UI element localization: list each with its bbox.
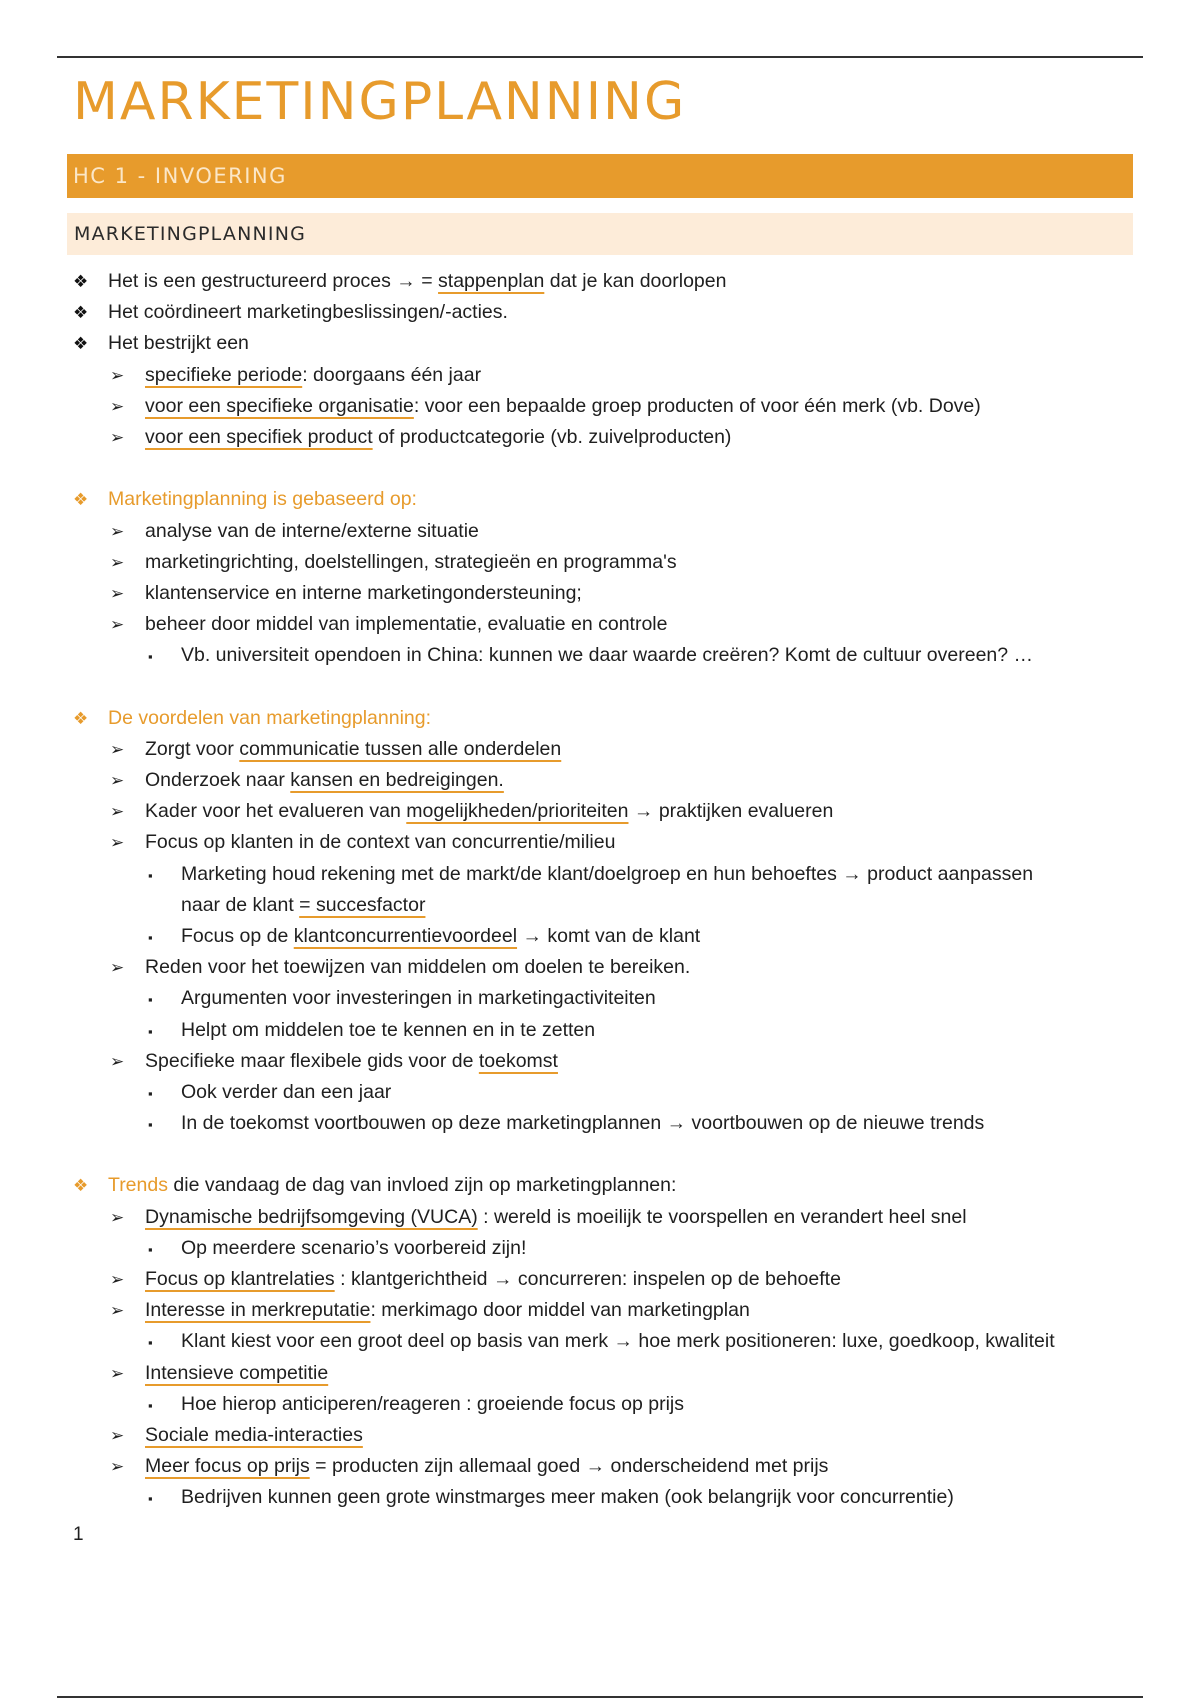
list-item: ➢ Interesse in merkreputatie: merkimago door middel van marketingplan xyxy=(0,1295,1200,1326)
list-item: ➢ beheer door middel van implementatie, evaluatie en controle xyxy=(0,609,1200,640)
arrow-bullet-icon: ➢ xyxy=(110,1301,125,1321)
square-bullet-icon: ▪ xyxy=(148,1085,153,1101)
list-item: ➢ Sociale media-interacties xyxy=(0,1420,1200,1451)
list-item: ➢ Meer focus op prijs = producten zijn allemaal goed → onderscheidend met prijs xyxy=(0,1451,1200,1482)
arrow-bullet-icon: ➢ xyxy=(110,1207,125,1227)
diamond-bullet-icon: ❖ xyxy=(73,272,89,291)
list-item: ▪ Op meerdere scenario’s voorbereid zijn! xyxy=(0,1233,1200,1264)
arrow-bullet-icon: ➢ xyxy=(110,739,125,759)
diamond-bullet-icon: ❖ xyxy=(73,303,89,323)
list-item: ▪ Argumenten voor investeringen in marketingactiviteiten xyxy=(0,983,1200,1014)
list-item: ➢ Kader voor het evalueren van mogelijkheden/prioriteiten → praktijken evalueren xyxy=(0,796,1200,827)
document-title: MARKETINGPLANNING xyxy=(73,72,687,132)
square-bullet-icon: ▪ xyxy=(148,992,153,1008)
list-item: ❖ Het coördineert marketingbeslissingen/-acties. xyxy=(0,297,1200,328)
list-item: ❖ Het is een gestructureerd proces → = stappenplan dat je kan doorlopen xyxy=(0,266,1200,297)
list-item: ❖ De voordelen van marketingplanning: xyxy=(0,703,1200,734)
list-item: ➢ Reden voor het toewijzen van middelen om doelen te bereiken. xyxy=(0,952,1200,983)
list-item: ➢ klantenservice en interne marketingondersteuning; xyxy=(0,578,1200,609)
diamond-bullet-icon: ❖ xyxy=(73,334,89,354)
square-bullet-icon: ▪ xyxy=(148,649,153,665)
arrow-bullet-icon: ➢ xyxy=(110,802,125,822)
arrow-bullet-icon: ➢ xyxy=(110,1051,125,1071)
arrow-bullet-icon: ➢ xyxy=(110,1457,125,1477)
list-item: ➢ Specifieke maar flexibele gids voor de toekomst xyxy=(0,1046,1200,1077)
list-item: ➢ Onderzoek naar kansen en bedreigingen. xyxy=(0,765,1200,796)
list-item: ➢ marketingrichting, doelstellingen, strategieën en programma's xyxy=(0,547,1200,578)
list-item: ➢ Dynamische bedrijfsomgeving (VUCA) : wereld is moeilijk te voorspellen en verandert heel snel xyxy=(0,1202,1200,1233)
square-bullet-icon: ▪ xyxy=(148,1335,153,1351)
list-item: ▪ Focus op de klantconcurrentievoordeel → komt van de klant xyxy=(0,921,1200,952)
header-rule xyxy=(57,56,1143,58)
list-item: ▪ Klant kiest voor een groot deel op basis van merk → hoe merk positioneren: luxe, goedkoop, kwaliteit xyxy=(0,1326,1200,1357)
arrow-bullet-icon: ➢ xyxy=(110,958,125,978)
page-number: 1 xyxy=(73,1524,84,1545)
list-item: ▪ In de toekomst voortbouwen op deze marketingplannen → voortbouwen op de nieuwe trends xyxy=(0,1108,1200,1139)
list-item: ▪ Helpt om middelen toe te kennen en in te zetten xyxy=(0,1015,1200,1046)
arrow-bullet-icon: ➢ xyxy=(110,615,125,635)
list-item: ▪ Hoe hierop anticiperen/reageren : groeiende focus op prijs xyxy=(0,1389,1200,1420)
list-item-continuation: naar de klant = succesfactor xyxy=(181,893,426,916)
arrow-bullet-icon: ➢ xyxy=(110,1425,125,1445)
square-bullet-icon: ▪ xyxy=(148,929,153,945)
arrow-bullet-icon: ➢ xyxy=(110,1363,125,1383)
list-item: ➢ specifieke periode: doorgaans één jaar xyxy=(0,360,1200,391)
square-bullet-icon: ▪ xyxy=(148,1241,153,1257)
square-bullet-icon: ▪ xyxy=(148,1491,153,1507)
arrow-bullet-icon: ➢ xyxy=(110,365,125,385)
diamond-bullet-icon: ❖ xyxy=(73,1176,89,1196)
list-item: ➢ voor een specifieke organisatie: voor een bepaalde groep producten of voor één merk (vb. Dove) xyxy=(0,391,1200,422)
document-body xyxy=(0,266,1200,1514)
list-item: ➢ Zorgt voor communicatie tussen alle onderdelen xyxy=(0,734,1200,765)
footer-rule xyxy=(57,1696,1143,1698)
arrow-bullet-icon: ➢ xyxy=(110,833,125,853)
heading-1: HC 1 - INVOERING xyxy=(67,154,1133,198)
arrow-bullet-icon: ➢ xyxy=(110,427,125,447)
arrow-bullet-icon: ➢ xyxy=(110,771,125,790)
arrow-bullet-icon: ➢ xyxy=(110,552,125,572)
arrow-bullet-icon: ➢ xyxy=(110,396,125,416)
list-item: ❖ Trends die vandaag de dag van invloed zijn op marketingplannen: xyxy=(0,1170,1200,1201)
list-item: ▪ Marketing houd rekening met de markt/de klant/doelgroep en hun behoeftes → product aanpassen xyxy=(0,859,1200,890)
list-item: ➢ Focus op klantrelaties : klantgerichtheid → concurreren: inspelen op de behoefte xyxy=(0,1264,1200,1295)
list-item: ➢ Focus op klanten in de context van concurrentie/milieu xyxy=(0,827,1200,858)
list-item: ▪ Ook verder dan een jaar xyxy=(0,1077,1200,1108)
square-bullet-icon: ▪ xyxy=(148,1397,153,1413)
arrow-bullet-icon: ➢ xyxy=(110,521,125,541)
heading-2: MARKETINGPLANNING xyxy=(67,213,1133,255)
list-item: ❖ Het bestrijkt een xyxy=(0,328,1200,359)
diamond-bullet-icon: ❖ xyxy=(73,708,89,728)
list-item: ➢ analyse van de interne/externe situatie xyxy=(0,516,1200,547)
list-item: ➢ voor een specifiek product of productcategorie (vb. zuivelproducten) xyxy=(0,422,1200,453)
arrow-bullet-icon: ➢ xyxy=(110,1270,125,1289)
arrow-bullet-icon: ➢ xyxy=(110,583,125,603)
square-bullet-icon: ▪ xyxy=(148,867,153,883)
list-item: ▪ Vb. universiteit opendoen in China: kunnen we daar waarde creëren? Komt de cultuur overeen? … xyxy=(0,640,1200,671)
list-item: ▪ Bedrijven kunnen geen grote winstmarges meer maken (ook belangrijk voor concurrentie) xyxy=(0,1482,1200,1513)
square-bullet-icon: ▪ xyxy=(148,1023,153,1039)
square-bullet-icon: ▪ xyxy=(148,1117,153,1133)
diamond-bullet-icon: ❖ xyxy=(73,490,89,510)
list-item: ➢ Intensieve competitie xyxy=(0,1358,1200,1389)
list-item: ❖ Marketingplanning is gebaseerd op: xyxy=(0,484,1200,515)
